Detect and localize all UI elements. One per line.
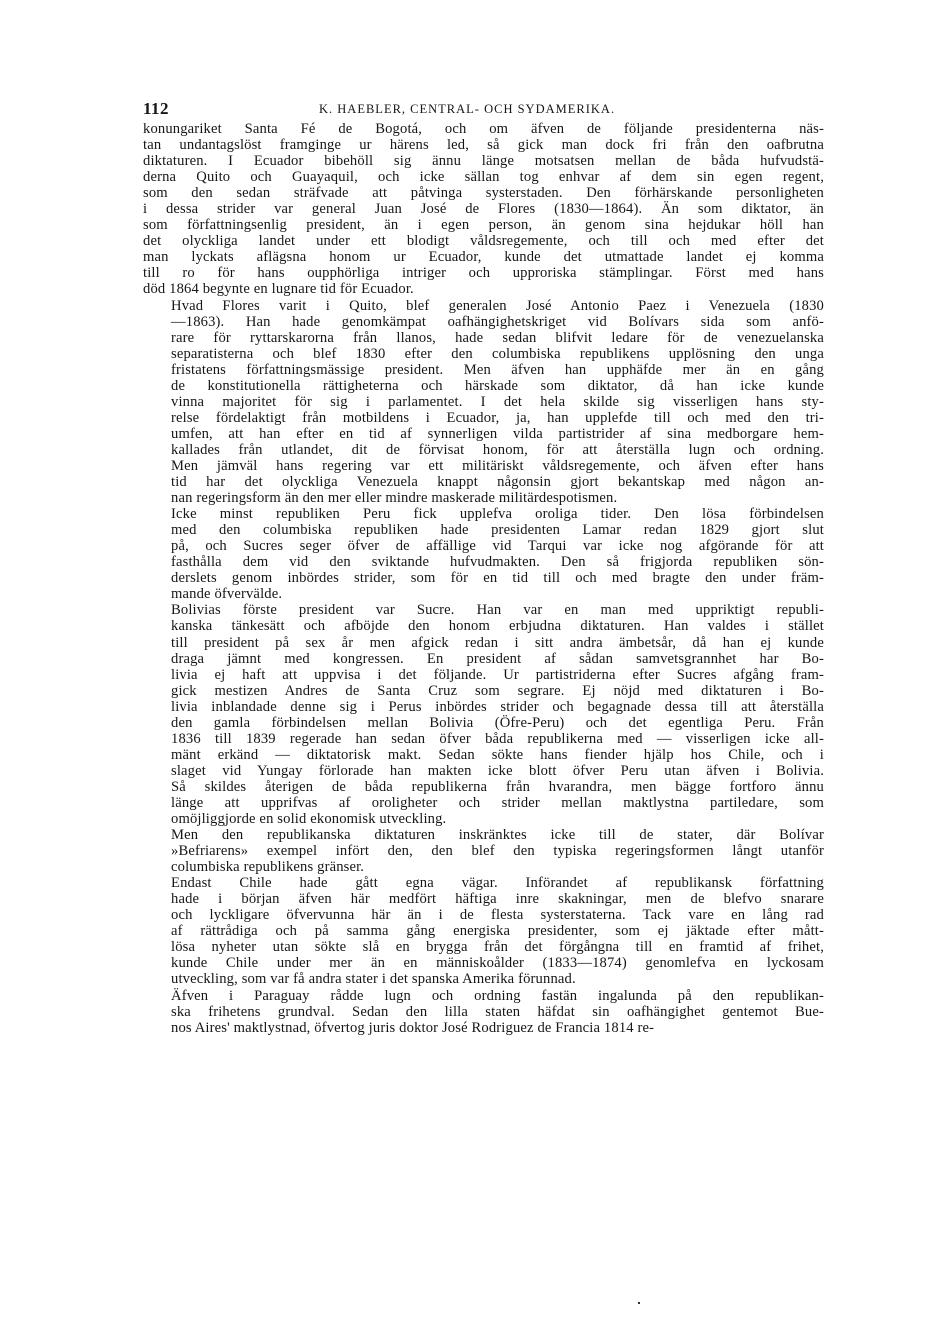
text-line: draga jämnt med kongressen. En president af sådan samvetsgrannhet har Bo-	[171, 650, 824, 667]
running-head: K. HAEBLER, CENTRAL- OCH SYDAMERIKA.	[319, 102, 616, 116]
text-line: kunde Chile under mer än en människoålder (1833—1874) genomlefva en lyckosam	[171, 955, 824, 972]
text-line: »Befriarens» exempel infört den, den blef den typiska regeringsformen långt utanför	[171, 843, 824, 860]
text-line: utveckling, som var få andra stater i det spanska Amerika förunnad.	[171, 971, 576, 988]
text-line: Endast Chile hade gått egna vägar. Införandet af republikansk författning	[171, 875, 824, 892]
text-line: Men den republikanska diktaturen inskränktes icke till de stater, där Bolívar	[171, 827, 824, 844]
text-line: derna Quito och Guayaquil, och icke sällan tog enhvar af dem sin egen regent,	[143, 169, 824, 186]
text-line: till ro för hans oupphörliga intriger och upproriska stämplingar. Först med hans	[143, 265, 824, 282]
text-line: slaget vid Yungay förlorade han makten icke blott öfver Peru utan äfven i Bolivia.	[171, 762, 824, 779]
text-line: Men jämväl hans regering var ett militäriskt våldsregemente, och äfven efter hans	[171, 457, 824, 474]
text-line: till president på sex år men afgick redan i sitt andra ämbetsår, då han ej kunde	[171, 634, 824, 651]
text-line: columbiska republikens gränser.	[171, 859, 365, 876]
print-speck	[638, 1302, 640, 1304]
text-line: Så skildes återigen de båda republikerna från hvarandra, men bägge fortforo ännu	[171, 778, 824, 795]
text-line: vinna majoritet för sig i parlamentet. I det hela skilde sig visserligen hans sty-	[171, 393, 824, 410]
text-line: rare för ryttarskarorna från llanos, hade sedan blifvit ledare för de venezuelanska	[171, 329, 824, 346]
text-line: diktaturen. I Ecuador bibehöll sig ännu länge motsatsen mellan de båda hufvudstä-	[143, 153, 824, 170]
text-line: ska frihetens grundval. Sedan den lilla staten häfdat sin oafhängighet gentemot Bue-	[171, 1003, 824, 1020]
text-line: nan regeringsform än den mer eller mindre maskerade militärdespotismen.	[171, 490, 618, 507]
paragraph	[143, 827, 824, 875]
text-line: af rättrådiga och på samma gång energiska presidenter, som ej jäktade efter mått-	[171, 923, 824, 940]
text-line: på, och Sucres seger öfver de affällige vid Tarqui var icke nog afgörande för att	[171, 538, 824, 555]
text-line: omöjliggjorde en solid ekonomisk utveckling.	[171, 811, 447, 828]
paragraph	[143, 602, 824, 827]
text-line: derslets genom inbördes strider, som för en tid till och med bragte den under främ-	[171, 570, 824, 587]
text-line: Hvad Flores varit i Quito, blef generalen José Antonio Paez i Venezuela (1830	[171, 297, 824, 314]
text-line: död 1864 begynte en lugnare tid för Ecuador.	[143, 281, 414, 298]
paragraph	[143, 875, 824, 987]
text-line: livia inblandade denne sig i Perus inbördes strider och begagnade dessa till att återställa	[171, 698, 824, 715]
text-line: den gamla förbindelsen mellan Bolivia (Öfre-Peru) och det egentliga Peru. Från	[171, 714, 824, 731]
text-line: separatisterna och blef 1830 efter den columbiska republikens upplösning den unga	[171, 345, 824, 362]
text-line: tid har det olyckliga Venezuela knappt någonsin gjort bekantskap med någon an-	[171, 474, 824, 491]
text-line: fristatens författningsmässige president. Men äfven han upphäfde mer än en gång	[171, 361, 824, 378]
paragraph	[143, 988, 824, 1036]
paragraph	[143, 298, 824, 507]
text-line: —1863). Han hade genomkämpat oafhängighetskriget vid Bolívars sida som anfö-	[171, 313, 824, 330]
body-text	[143, 121, 824, 1036]
page-header	[143, 99, 824, 121]
text-line: mänt erkänd — diktatorisk makt. Sedan sökte hans fiender hjälp hos Chile, och i	[171, 746, 824, 763]
text-line: kanska tänkesätt och afböjde den honom erbjudna diktaturen. Han valdes i stället	[171, 618, 824, 635]
text-line: gick mestizen Andres de Santa Cruz som segrare. Ej nöjd med diktaturen i Bo-	[171, 682, 824, 699]
text-line: relse fördelaktigt från motbildens i Ecuador, ja, han upplefde till och med den tri-	[171, 409, 824, 426]
text-line: konungariket Santa Fé de Bogotá, och om äfven de följande presidenterna näs-	[143, 121, 824, 137]
text-line: mande öfvervälde.	[171, 586, 283, 603]
text-line: med den columbiska republiken hade presidenten Lamar redan 1829 gjort slut	[171, 522, 824, 539]
text-line: livia ej haft att uppvisa i det följande. Ur partistriderna efter Sucres afgång fram-	[171, 666, 824, 683]
paragraph	[143, 121, 824, 298]
text-line: Bolivias förste president var Sucre. Han var en man med uppriktigt republi-	[171, 602, 824, 619]
text-line: nos Aires' maktlystnad, öfvertog juris doktor José Rodriguez de Francia 1814 re-	[171, 1019, 655, 1036]
text-line: Icke minst republiken Peru fick upplefva oroliga tider. Den lösa förbindelsen	[171, 506, 824, 523]
text-line: umfen, att han efter en tid af synnerligen vilda partistrider af sina medborgare hem-	[171, 425, 824, 442]
text-line: som den sedan sträfvade att påtvinga systerstaden. Den förhärskande personligheten	[143, 185, 824, 202]
text-line: länge att upprifvas af oroligheter och strider mellan maktlystna partiledare, som	[171, 794, 824, 811]
text-line: hade i början äfven här medfört häftiga inre skakningar, men de blefvo snarare	[171, 891, 824, 908]
text-line: i dessa strider var general Juan José de Flores (1830—1864). Än som diktator, än	[143, 201, 824, 218]
text-line: lösa nyheter utan sökte slå en brygga från det förgångna till en framtid af frihet,	[171, 939, 824, 956]
text-line: man lyckats aflägsna honom ur Ecuador, kunde det utmattade landet ej komma	[143, 249, 824, 266]
text-line: kallades från utlandet, dit de förvisat honom, för att återställa lugn och ordning.	[171, 441, 824, 458]
book-page	[143, 99, 824, 1036]
text-line: det olyckliga landet under ett blodigt våldsregemente, och till och med efter det	[143, 233, 824, 250]
text-line: tan undantagslöst framginge ur härens led, så gick man dock fri från den oafbrutna	[143, 137, 824, 154]
text-line: Äfven i Paraguay rådde lugn och ordning fastän ingalunda på den republikan-	[171, 987, 824, 1004]
paragraph	[143, 506, 824, 602]
text-line: de konstitutionella rättigheterna och härskade som diktator, då han icke kunde	[171, 377, 824, 394]
page-number: 112	[143, 99, 170, 118]
text-line: som författningsenlig president, än i egen person, än genom sina hejdukar höll han	[143, 217, 824, 234]
text-line: och lyckligare öfvervunna här än i de flesta systerstaterna. Tack vare en lång rad	[171, 907, 824, 924]
text-line: 1836 till 1839 regerade han sedan öfver båda republikerna med — visserligen icke all-	[171, 730, 824, 747]
text-line: fasthålla dem vid den sviktande hufvudmakten. Den så frigjorda republiken sön-	[171, 554, 824, 571]
